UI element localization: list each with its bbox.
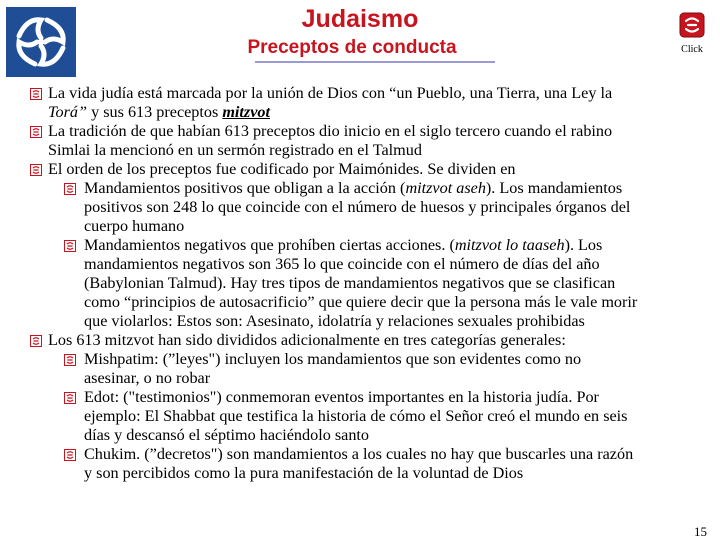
item-6-line-1: Los 613 mitzvot han sido divididos adicionalmente en tres categorías generales: bbox=[48, 331, 566, 349]
click-label: Click bbox=[681, 44, 703, 55]
page-subtitle: Preceptos de conducta bbox=[247, 37, 457, 58]
item-8-line-2: ejemplo: El Shabbat que testifica la historia de cómo el Señor creó el mundo en seis bbox=[84, 407, 628, 425]
item-9-line-2: y son percibidos como la pura manifestación de la voluntad de Dios bbox=[84, 464, 524, 482]
bullet-icon bbox=[30, 126, 42, 138]
item-9-line-1: Chukim. (”decretos") son mandamientos a los cuales no hay que buscarles una razón bbox=[84, 445, 634, 463]
item-5-line-1: Mandamientos negativos que prohíben ciertas acciones. (mitzvot lo taaseh). Los bbox=[84, 236, 603, 254]
bullet-icon bbox=[64, 449, 76, 461]
page-title: Judaismo bbox=[301, 5, 419, 33]
item-4-line-1: Mandamientos positivos que obligan a la acción (mitzvot aseh). Los mandamientos bbox=[84, 179, 623, 197]
item-5-line-3: (Babylonian Talmud). Hay tres tipos de mandamientos negativos que se clasifican bbox=[84, 274, 616, 292]
bullet-icon bbox=[30, 164, 42, 176]
item-7-line-1: Mishpatim: (”leyes") incluyen los mandamientos que son evidentes como no bbox=[84, 350, 582, 368]
click-button[interactable] bbox=[672, 12, 712, 62]
item-8-line-1: Edot: ("testimonios") conmemoran eventos importantes en la historia judía. Por bbox=[84, 388, 599, 406]
item-2-line-1: La tradición de que habían 613 preceptos dio inicio en el siglo tercero cuando el rabino bbox=[48, 122, 613, 140]
item-5-line-2: mandamientos negativos son 365 lo que coincide con el número de días del año bbox=[84, 255, 600, 273]
bullet-icon bbox=[64, 354, 76, 366]
item-5-line-5: que violarlos: Estos son: Asesinato, idolatría y relaciones sexuales prohibidas bbox=[84, 312, 585, 330]
bullet-icon bbox=[64, 392, 76, 404]
item-1-line-1: La vida judía está marcada por la unión de Dios con “un Pueblo, una Tierra, una Ley la bbox=[48, 84, 613, 102]
item-4-line-2: positivos son 248 lo que coincide con el número de huesos y principales órganos del bbox=[84, 198, 631, 216]
item-3-line-1: El orden de los preceptos fue codificado por Maimónides. Se dividen en bbox=[48, 160, 516, 178]
bullet-icon bbox=[30, 335, 42, 347]
click-icon bbox=[679, 12, 705, 38]
bullet-icon bbox=[30, 88, 42, 100]
item-5-line-4: como “principios de autosacrificio” que quiere decir que la persona más le vale morir bbox=[84, 293, 638, 311]
bullet-icon bbox=[64, 183, 76, 195]
title-underline bbox=[255, 61, 495, 63]
item-4-line-3: cuerpo humano bbox=[84, 217, 185, 235]
bullet-icon bbox=[64, 240, 76, 252]
item-1-line-2: Torá” y sus 613 preceptos mitzvot bbox=[48, 103, 271, 121]
item-7-line-2: asesinar, o no robar bbox=[84, 369, 211, 387]
item-8-line-3: días y descansó el séptimo haciéndolo santo bbox=[84, 426, 370, 444]
page-number: 15 bbox=[694, 524, 707, 539]
item-2-line-2: Simlai la mencionó en un sermón registrado en el Talmud bbox=[48, 141, 422, 159]
